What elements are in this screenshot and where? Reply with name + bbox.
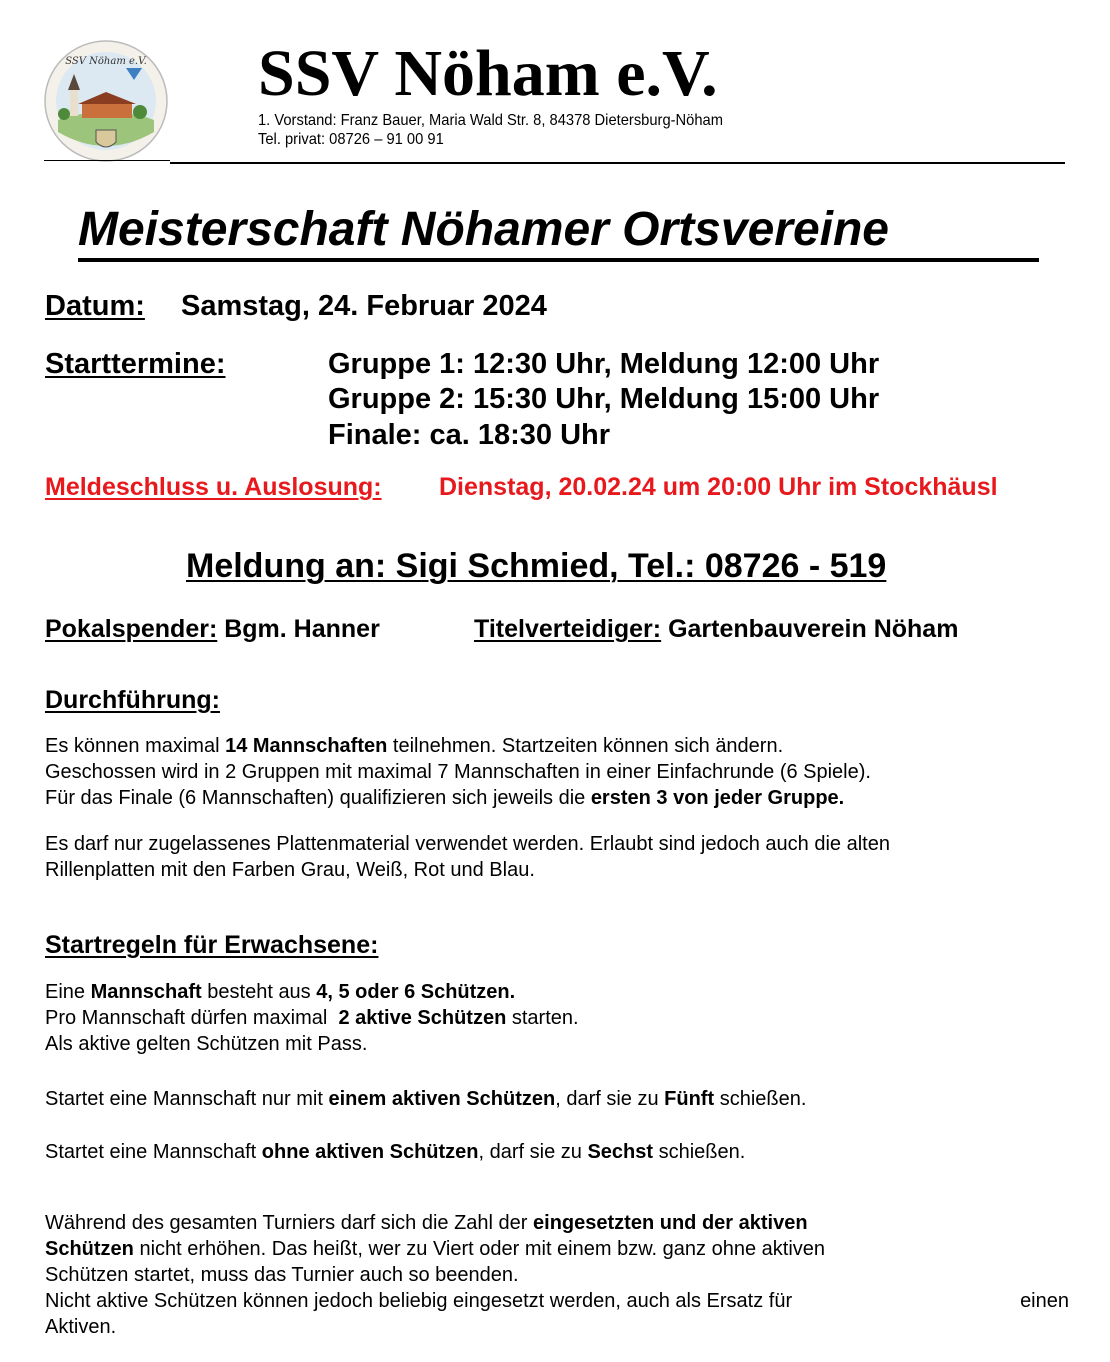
- durchfuehrung-heading-wrap: [45, 685, 220, 715]
- startregeln-sechst: [45, 1139, 745, 1165]
- text-span: Eine: [45, 981, 91, 1003]
- startregeln-heading: Startregeln für Erwachsene:: [45, 931, 379, 959]
- text-bold: 14 Mannschaften: [225, 735, 388, 757]
- text-bold: Sechst: [587, 1141, 654, 1163]
- text-line: Es darf nur zugelassenes Plattenmaterial verwendet werden. Erlaubt sind jedoch auch die alten: [45, 833, 890, 855]
- text-span: Nicht aktive Schützen können jedoch beliebig eingesetzt werden, auch als Ersatz für: [45, 1290, 793, 1312]
- text-span: besteht aus: [201, 981, 317, 1003]
- meldung-contact: [186, 546, 886, 586]
- text-bold: Schützen: [45, 1238, 134, 1260]
- text-span: Startet eine Mannschaft nur mit: [45, 1088, 329, 1110]
- pokal-value: Bgm. Hanner: [224, 615, 380, 643]
- title-underline: [78, 258, 1039, 262]
- datum-label: Datum:: [45, 290, 145, 322]
- startregeln-fuenft: [45, 1086, 806, 1112]
- text-bold: 4, 5 oder 6 Schützen.: [316, 981, 516, 1003]
- startregeln-block-1: [45, 979, 579, 1057]
- text-line: [45, 785, 871, 811]
- text-line: Rillenplatten mit den Farben Grau, Weiß, Rot und Blau.: [45, 859, 535, 881]
- text-span: einen: [1020, 1290, 1069, 1312]
- page-title: Meisterschaft Nöhamer Ortsvereine: [78, 203, 889, 256]
- pokal-row: [45, 614, 380, 644]
- startregeln-turnier: [45, 1210, 1069, 1340]
- meldeschluss-label: Meldeschluss u. Auslosung:: [45, 473, 382, 501]
- startregeln-heading-wrap: [45, 930, 378, 960]
- text-bold: Mannschaft: [90, 981, 202, 1003]
- text-span: Für das Finale (6 Mannschaften) qualifizieren sich jeweils die: [45, 787, 591, 809]
- club-name: SSV Nöham e.V.: [258, 37, 718, 110]
- pokal-label: Pokalspender:: [45, 615, 218, 643]
- club-address: [258, 111, 723, 149]
- durchfuehrung-paragraph-1: [45, 733, 871, 811]
- text-bold: 2 aktive Schützen: [338, 1007, 507, 1029]
- starttermine-line-3: Finale: ca. 18:30 Uhr: [328, 419, 611, 451]
- club-logo: [44, 40, 168, 162]
- logo-divider: [44, 160, 170, 161]
- logo-text: SSV Nöham e.V.: [65, 56, 147, 67]
- phone-line: Tel. privat: 08726 – 91 00 91: [258, 131, 444, 148]
- text-bold: eingesetzten und der aktiven: [533, 1212, 808, 1234]
- text-span: Pro Mannschaft dürfen maximal: [45, 1007, 339, 1029]
- text-bold: ohne aktiven Schützen: [261, 1141, 479, 1163]
- text-line: Schützen startet, muss das Turnier auch so beenden.: [45, 1264, 519, 1286]
- datum-row: [45, 289, 145, 324]
- text-span: , darf sie zu: [478, 1141, 588, 1163]
- starttermine-label: Starttermine:: [45, 348, 226, 380]
- text-span: schießen.: [714, 1088, 807, 1110]
- text-bold: Fünft: [664, 1088, 715, 1110]
- text-line: [45, 1210, 1069, 1236]
- titel-row: [474, 614, 958, 644]
- text-bold: einem aktiven Schützen: [328, 1088, 556, 1110]
- titel-value: Gartenbauverein Nöham: [668, 615, 959, 643]
- meldung-text: Meldung an: Sigi Schmied, Tel.: 08726 - 519: [186, 547, 887, 585]
- text-bold: ersten 3 von jeder Gruppe.: [590, 787, 845, 809]
- text-span: , darf sie zu: [555, 1088, 665, 1110]
- text-span: Während des gesamten Turniers darf sich die Zahl der: [45, 1212, 534, 1234]
- meldeschluss-row: [45, 472, 382, 502]
- starttermine-label-wrap: [45, 347, 226, 382]
- starttermine-line-2: Gruppe 2: 15:30 Uhr, Meldung 15:00 Uhr: [328, 383, 880, 415]
- titel-label: Titelverteidiger:: [474, 615, 662, 643]
- text-span: schießen.: [653, 1141, 746, 1163]
- text-span: Es können maximal: [45, 735, 226, 757]
- text-line: [45, 979, 579, 1005]
- starttermine-line-1: Gruppe 1: 12:30 Uhr, Meldung 12:00 Uhr: [328, 348, 880, 380]
- text-span: nicht erhöhen. Das heißt, wer zu Viert oder mit einem bzw. ganz ohne aktiven: [133, 1238, 826, 1260]
- text-line: Als aktive gelten Schützen mit Pass.: [45, 1033, 368, 1055]
- text-line: [45, 1236, 1069, 1262]
- text-line: [45, 1005, 579, 1031]
- durchfuehrung-heading: Durchführung:: [45, 686, 220, 714]
- text-span: Startet eine Mannschaft: [45, 1141, 262, 1163]
- durchfuehrung-paragraph-2: [45, 831, 890, 883]
- header-divider: [170, 162, 1065, 164]
- text-span: teilnehmen. Startzeiten können sich ändern.: [387, 735, 784, 757]
- meldeschluss-value: Dienstag, 20.02.24 um 20:00 Uhr im Stockhäusl: [439, 473, 998, 501]
- text-line: [45, 733, 871, 759]
- datum-value: Samstag, 24. Februar 2024: [181, 290, 547, 322]
- address-line: 1. Vorstand: Franz Bauer, Maria Wald Str. 8, 84378 Dietersburg-Nöham: [258, 112, 724, 129]
- text-span: starten.: [506, 1007, 579, 1029]
- text-line: Aktiven.: [45, 1316, 117, 1338]
- text-line: Geschossen wird in 2 Gruppen mit maximal 7 Mannschaften in einer Einfachrunde (6 Spiele).: [45, 761, 871, 783]
- text-line: [45, 1288, 1069, 1314]
